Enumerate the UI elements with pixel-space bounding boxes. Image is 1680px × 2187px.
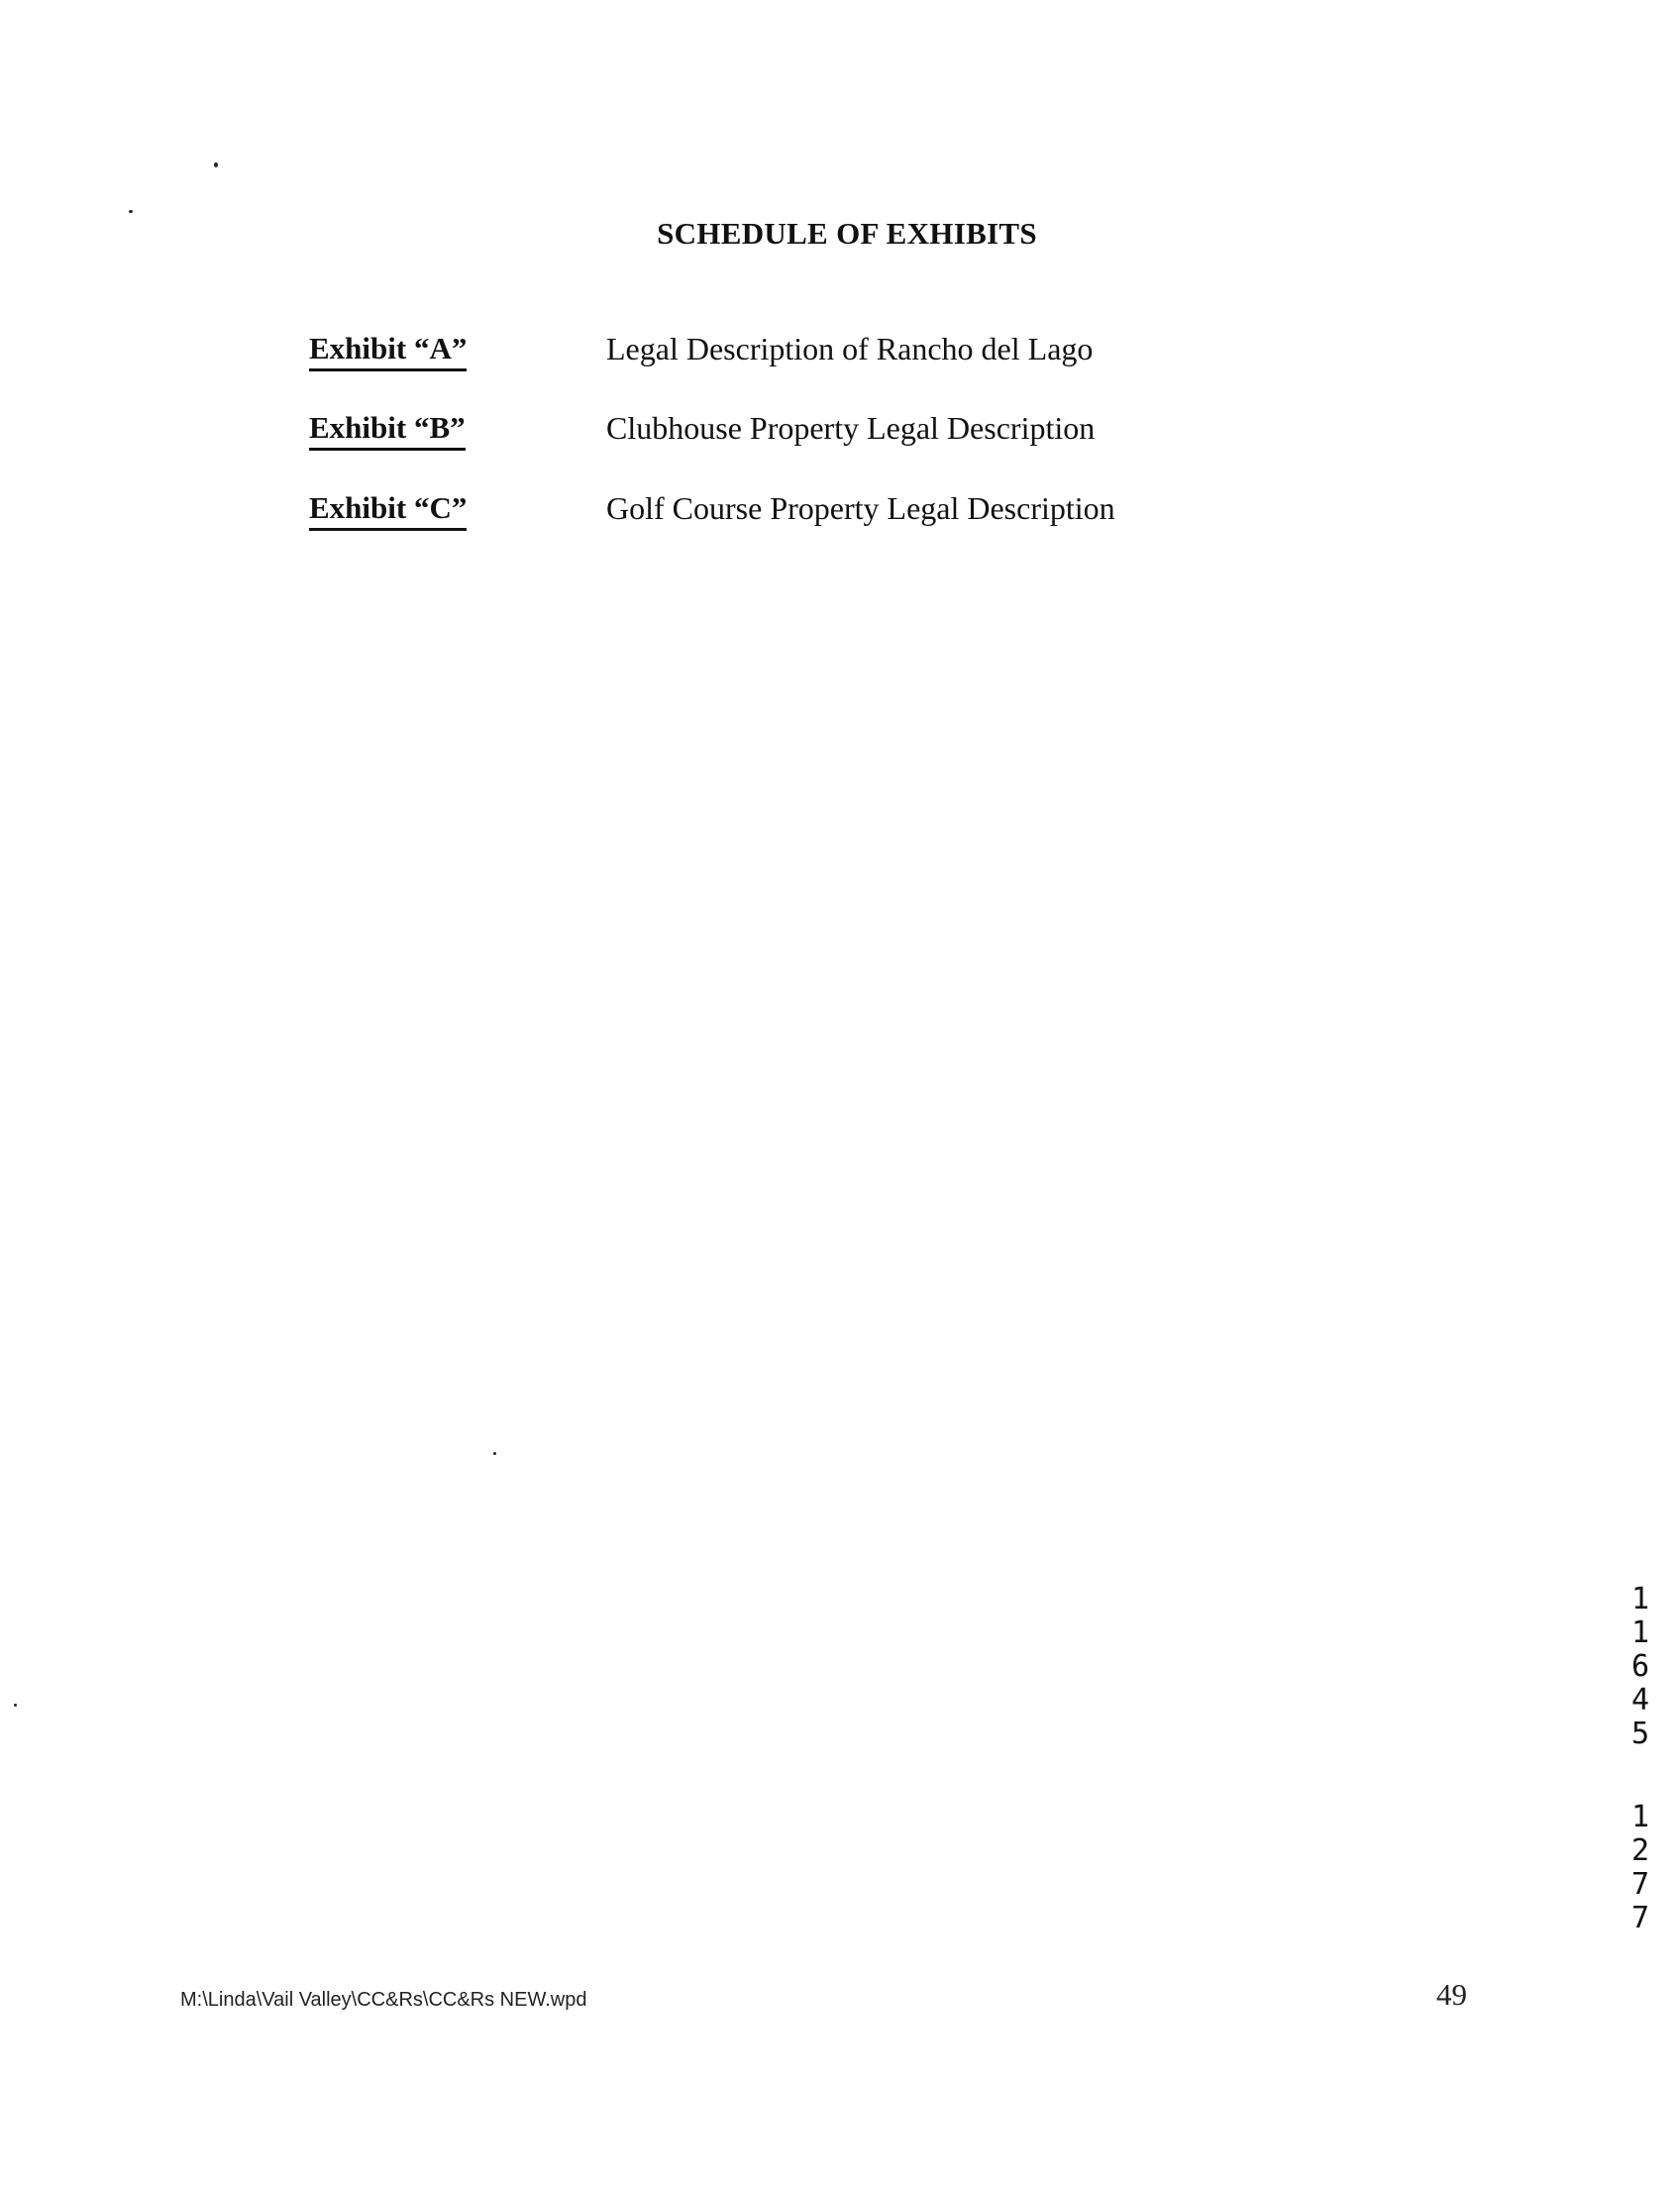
page-title: SCHEDULE OF EXHIBITS: [657, 216, 1037, 251]
recording-stamp-group-1: [1621, 1583, 1660, 1751]
page-number: 49: [1436, 1977, 1467, 2012]
recording-stamp-group-2: [1621, 1801, 1660, 1935]
exhibit-label: Exhibit “C”: [309, 490, 467, 531]
stamp-digit: 4: [1630, 1683, 1650, 1718]
exhibit-row-b: [309, 410, 1201, 454]
scan-speck: [14, 1704, 17, 1707]
exhibit-description: Golf Course Property Legal Description: [606, 490, 1115, 526]
footer-file-path: M:\Linda\Vail Valley\CC&Rs\CC&Rs NEW.wpd: [180, 1989, 587, 2011]
exhibit-row-c: [309, 490, 1201, 534]
stamp-digit: 1: [1630, 1615, 1650, 1650]
exhibit-label: Exhibit “A”: [309, 331, 467, 371]
exhibit-label: Exhibit “B”: [309, 410, 466, 451]
scan-speck: [493, 1452, 496, 1455]
exhibit-row-a: [309, 331, 1201, 374]
stamp-digit: 6: [1630, 1649, 1650, 1684]
exhibit-description: Legal Description of Rancho del Lago: [606, 331, 1094, 366]
stamp-digit: 2: [1630, 1833, 1650, 1868]
stamp-digit: 1: [1630, 1582, 1650, 1616]
stamp-digit: 5: [1630, 1717, 1650, 1751]
stamp-digit: 1: [1630, 1800, 1650, 1834]
scan-speck: [129, 210, 133, 213]
stamp-digit: 7: [1630, 1901, 1650, 1935]
exhibit-description: Clubhouse Property Legal Description: [606, 410, 1096, 446]
scan-speck: [214, 162, 218, 167]
stamp-digit: 7: [1630, 1867, 1650, 1902]
